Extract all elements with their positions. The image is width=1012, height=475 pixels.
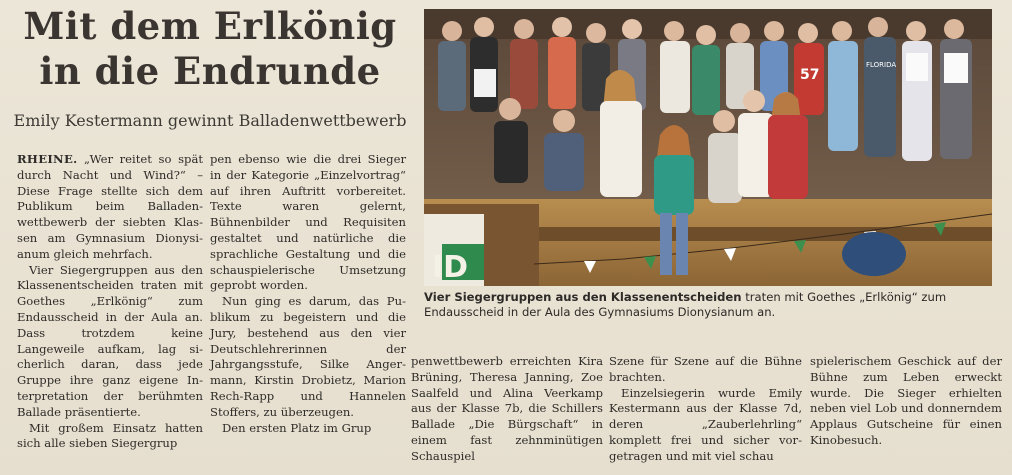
shirt-text: FLORIDA: [866, 61, 897, 69]
group-photo: [424, 9, 992, 286]
article-column-2: [210, 152, 406, 436]
article-column-3: [411, 354, 603, 465]
article-paragraph: [17, 152, 203, 263]
article-paragraph: Den ersten Platz im Grup: [222, 420, 372, 435]
article-column-5: [810, 354, 1002, 449]
subheadline: Emily Kestermann gewinnt Balladenwettbewerb: [13, 111, 407, 130]
article-column-4: [609, 354, 802, 465]
article-paragraph: spielerischem Geschick auf der Bühne zum Leben erweckt wurde. Die Sieger erhielten neben viel Lob und donnerndem Applaus Gutscheine für einen Kinobesuch.: [810, 354, 1002, 447]
article-paragraph: Vier Siegergruppen aus den Klassenentscheiden traten mit Goethes „Erlkönig“ zum Endausscheid in der Aula an. Dass trotzdem keine Langeweile aufkam, lag sicherlich daran, dass jede Gruppe ihre ganz eigene Interpretation der berühmten Ballade präsentierte.: [17, 262, 203, 419]
article-paragraph: penwettbewerb erreichten Kira Brüning, Theresa Janning, Zoe Saalfeld und Alina Veerkamp aus der Klasse 7b, die Schillers Ballade „Die Bürgschaft“ in einem fast zehnminütigen Schauspiel: [411, 354, 603, 463]
caption-text: traten mit Goethes „Erlkönig“ zum Endausscheid in der Aula des Gymnasiums Dionysianum an.: [424, 290, 947, 319]
article-paragraph: Einzelsiegerin wurde Emily Kestermann aus der Klasse 7d, deren „Zauberlehrling“ komplett frei und sicher vorgetragen und mit viel schau: [609, 385, 802, 463]
jersey-number: 57: [800, 67, 820, 83]
paragraph-text: „Wer reitet so spät durch Nacht und Wind?“ – Diese Frage stellte sich dem Publikum beim Balladenwettbewerb der siebten Klassen am Gymnasium Dionysianum gleich mehrfach.: [17, 152, 204, 261]
article-paragraph: pen ebenso wie die drei Sieger in der Kategorie „Einzelvortrag“ auf ihren Auftritt vorbereitet. Texte waren gelernt, Bühnenbilder und Requisiten gestaltet und natürliche die sprachliche Gestaltung und die schauspielerische Umsetzung geprobt worden.: [210, 152, 406, 293]
headline-line-1: Mit dem Erlkönig: [23, 4, 397, 48]
article-column-1: [17, 152, 203, 452]
article-paragraph: Mit großem Einsatz hatten sich alle sieben Siegergrup: [17, 420, 203, 451]
article-paragraph: Nun ging es darum, das Publikum zu begeistern und die Jury, bestehend aus den vier Deutschlehrerinnen der Jahrgangsstufe, Silke Angermann, Kirstin Drobietz, Marion Rech-Rapp und Hannelen Stoffers, zu überzeugen.: [210, 294, 406, 419]
photo-caption: [424, 290, 992, 320]
headline: [8, 4, 412, 94]
headline-line-2: in die Endrunde: [39, 49, 381, 93]
caption-lead: Vier Siegergruppen aus den Klassenentscheiden: [424, 290, 742, 304]
lectern-letters: ID: [432, 250, 469, 285]
article-paragraph: Szene für Szene auf die Bühne brachten.: [609, 354, 802, 384]
photo-illustration: [424, 9, 992, 286]
dateline: RHEINE.: [17, 152, 78, 166]
